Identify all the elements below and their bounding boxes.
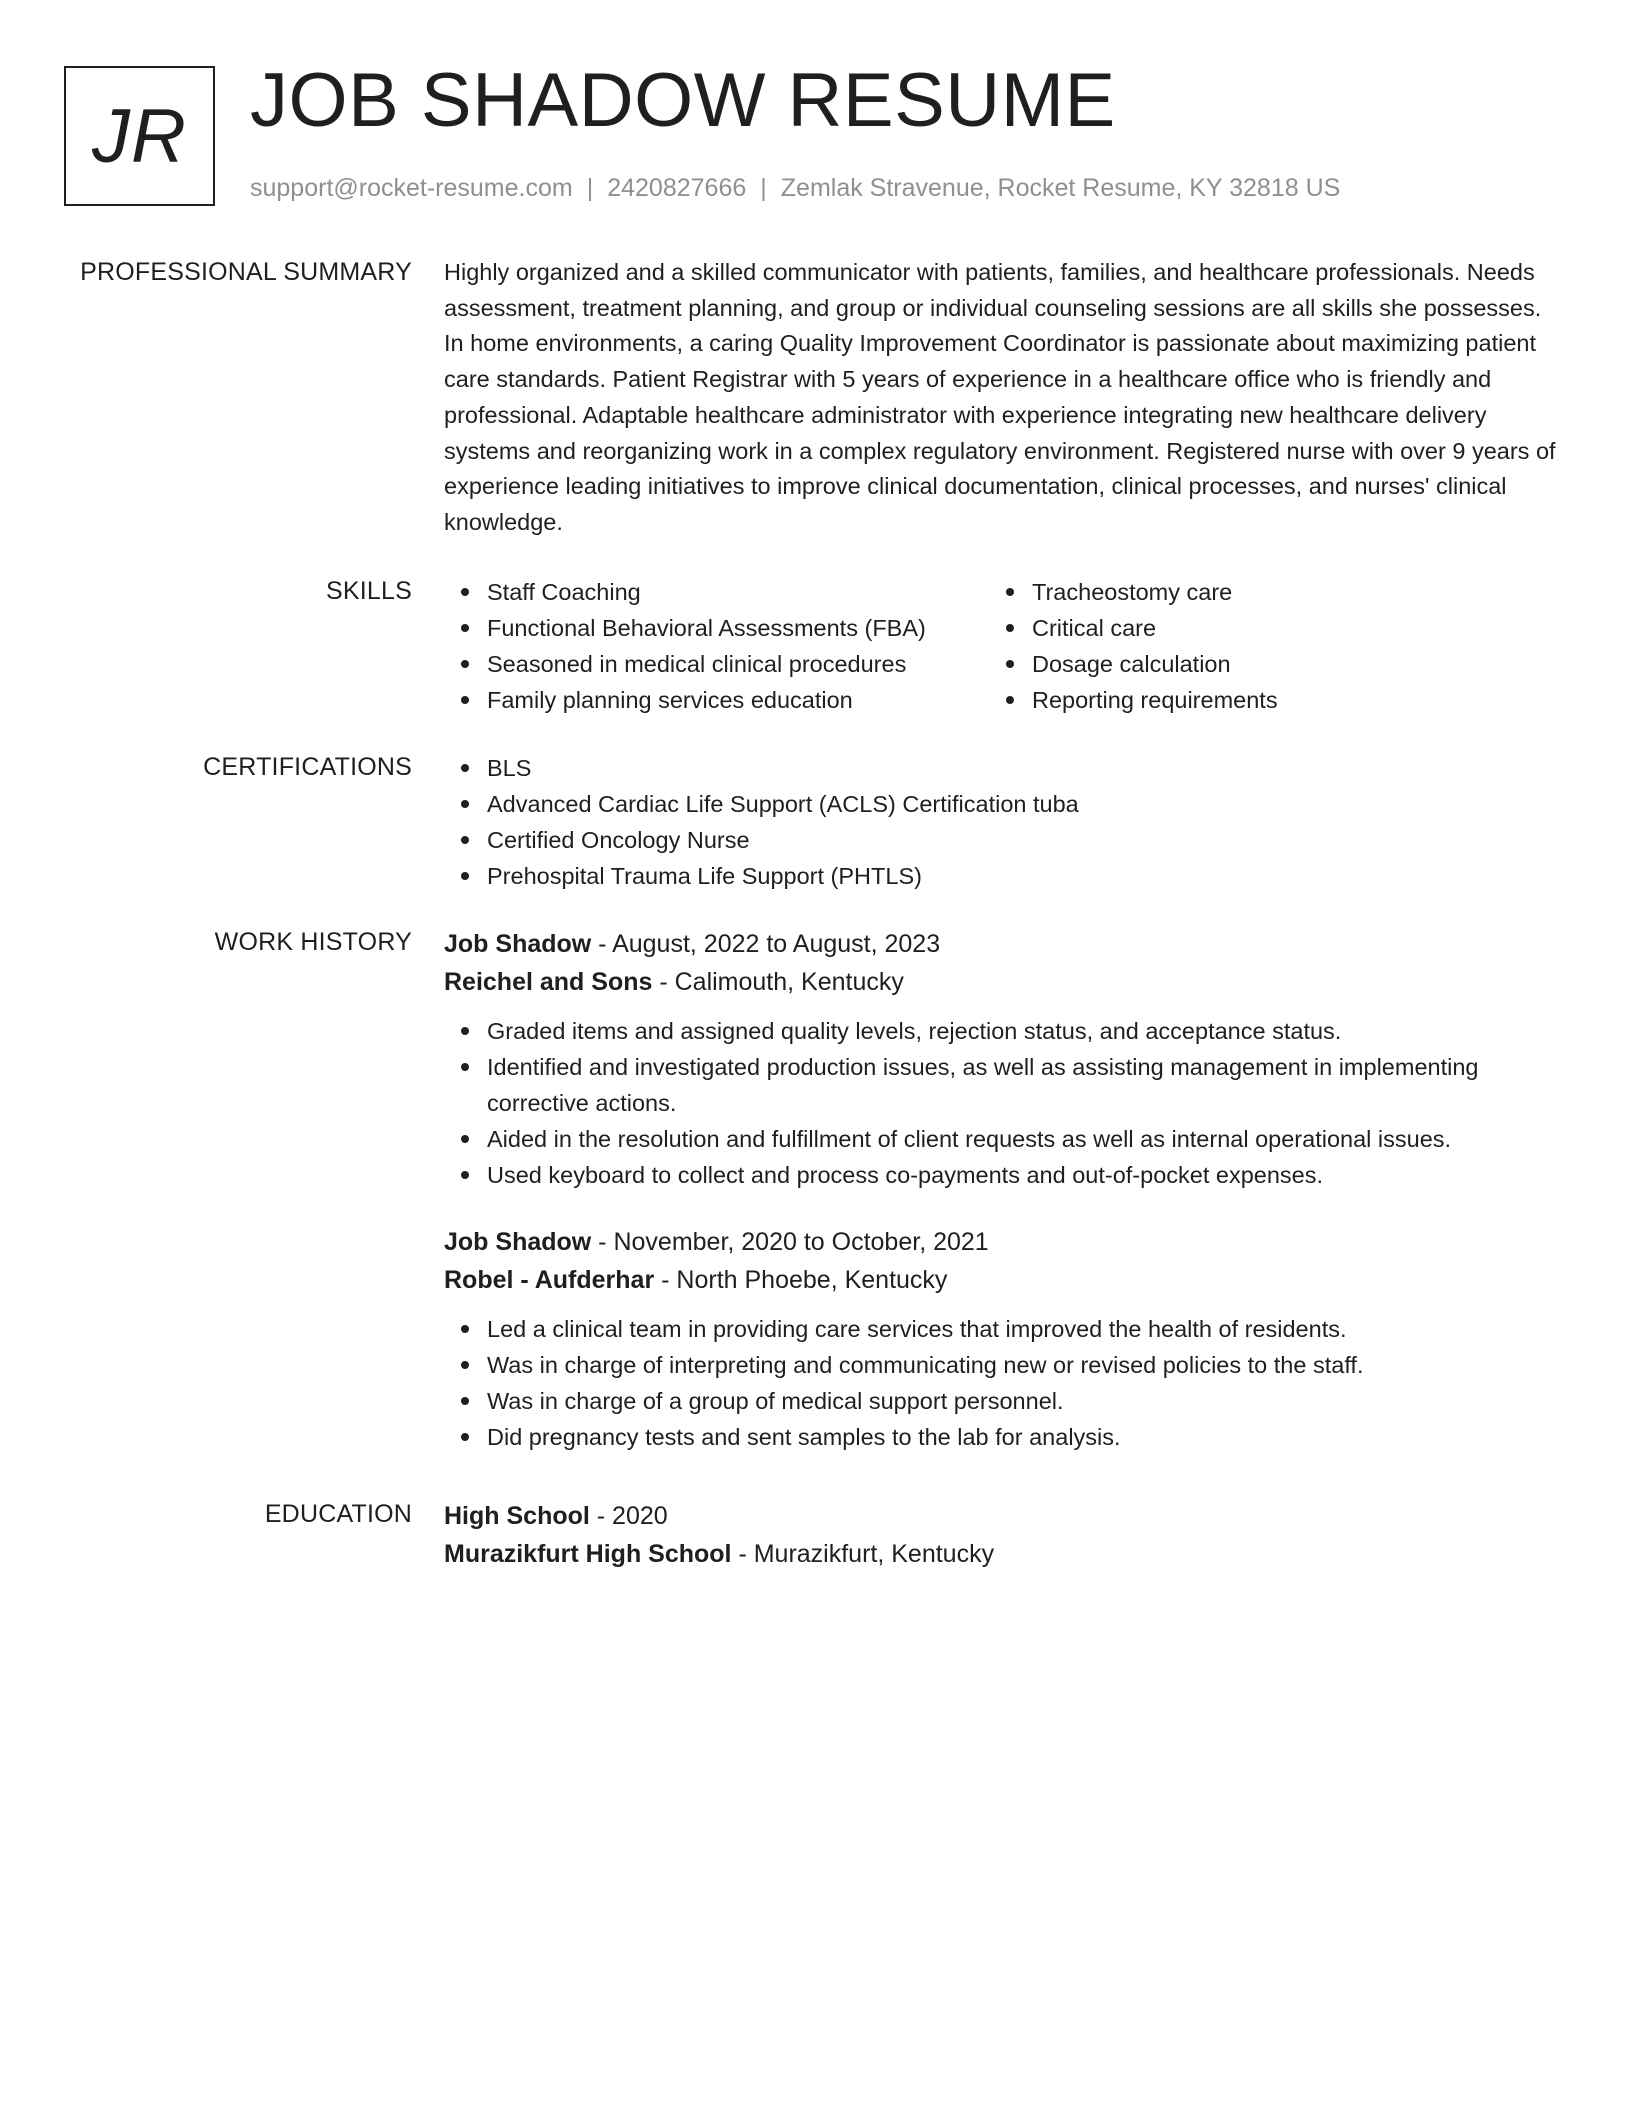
- section-heading-education: EDUCATION: [264, 1500, 412, 1528]
- skill-item: Staff Coaching: [487, 574, 989, 610]
- skill-item: Reporting requirements: [1032, 682, 1278, 718]
- job-duty: Was in charge of a group of medical support personnel.: [487, 1383, 1556, 1419]
- job-duty: Did pregnancy tests and sent samples to the lab for analysis.: [487, 1419, 1556, 1455]
- contact-email: support@rocket-resume.com: [250, 174, 573, 202]
- job-duties-list: [444, 1013, 1556, 1193]
- certification-item: Certified Oncology Nurse: [487, 822, 1556, 858]
- job-dates: - November, 2020 to October, 2021: [591, 1228, 989, 1256]
- certifications-body: [444, 750, 1556, 894]
- job-title-line: [444, 1223, 1556, 1261]
- job-location: - North Phoebe, Kentucky: [654, 1266, 948, 1294]
- contact-phone: 2420827666: [607, 174, 747, 202]
- education-degree-line: [444, 1497, 1556, 1535]
- education-school: Murazikfurt High School: [444, 1540, 732, 1568]
- job-duty: Led a clinical team in providing care services that improved the health of residents.: [487, 1311, 1556, 1347]
- contact-line: [250, 172, 1340, 204]
- education-location: - Murazikfurt, Kentucky: [731, 1540, 995, 1568]
- job-duty: Used keyboard to collect and process co-payments and out-of-pocket expenses.: [487, 1157, 1556, 1193]
- contact-separator: |: [586, 174, 594, 202]
- section-heading-certifications: CERTIFICATIONS: [203, 753, 412, 781]
- work-history-body: [444, 925, 1556, 1455]
- certifications-list: [444, 750, 1556, 894]
- job-title: Job Shadow: [444, 1228, 592, 1256]
- education-body: [444, 1497, 1556, 1585]
- job-entry: [444, 925, 1556, 1193]
- job-title: Job Shadow: [444, 930, 592, 958]
- job-duties-list: [444, 1311, 1556, 1455]
- certification-item: BLS: [487, 750, 1556, 786]
- job-duty: Aided in the resolution and fulfillment of client requests as well as internal operational issues.: [487, 1121, 1556, 1157]
- skills-list-left: [444, 574, 989, 718]
- certification-item: Prehospital Trauma Life Support (PHTLS): [487, 858, 1556, 894]
- contact-address: Zemlak Stravenue, Rocket Resume, KY 32818 US: [780, 174, 1341, 202]
- job-duty: Graded items and assigned quality levels, rejection status, and acceptance status.: [487, 1013, 1556, 1049]
- job-company: Robel - Aufderhar: [444, 1266, 655, 1294]
- skill-item: Critical care: [1032, 610, 1278, 646]
- job-location: - Calimouth, Kentucky: [652, 968, 904, 996]
- job-duty: Was in charge of interpreting and communicating new or revised policies to the staff.: [487, 1347, 1556, 1383]
- skill-item: Family planning services education: [487, 682, 989, 718]
- job-company-line: [444, 1261, 1556, 1299]
- certification-item: Advanced Cardiac Life Support (ACLS) Certification tuba: [487, 786, 1556, 822]
- resume-title: JOB SHADOW RESUME: [250, 58, 1116, 143]
- summary-text: Highly organized and a skilled communicator with patients, families, and healthcare professionals. Needs assessment, treatment planning, and group or individual counseling sessions are all skills she possesses. In home environments, a caring Quality Improvement Coordinator is passionate about maximizing patient care standards. Patient Registrar with 5 years of experience in a healthcare office who is friendly and professional. Adaptable healthcare administrator with experience integrating new healthcare delivery systems and reorganizing work in a complex regulatory environment. Registered nurse with over 9 years of experience leading initiatives to improve clinical documentation, clinical processes, and nurses' clinical knowledge.: [444, 259, 1556, 535]
- contact-separator: |: [760, 174, 767, 202]
- education-degree: High School: [444, 1502, 590, 1530]
- job-entry: [444, 1223, 1556, 1455]
- job-company: Reichel and Sons: [444, 968, 653, 996]
- section-heading-summary: PROFESSIONAL SUMMARY: [80, 258, 412, 286]
- job-dates: - August, 2022 to August, 2023: [591, 930, 941, 958]
- skill-item: Functional Behavioral Assessments (FBA): [487, 610, 989, 646]
- job-duty: Identified and investigated production issues, as well as assisting management in implementing corrective actions.: [487, 1049, 1556, 1121]
- skills-body: [444, 574, 1556, 718]
- skill-item: Tracheostomy care: [1032, 574, 1278, 610]
- section-heading-work-history: WORK HISTORY: [214, 928, 412, 956]
- skill-item: Dosage calculation: [1032, 646, 1278, 682]
- job-company-line: [444, 963, 1556, 1001]
- education-year: - 2020: [589, 1502, 668, 1530]
- job-title-line: [444, 925, 1556, 963]
- skills-list-right: [989, 574, 1278, 718]
- skill-item: Seasoned in medical clinical procedures: [487, 646, 989, 682]
- monogram-badge: JR: [64, 66, 215, 206]
- summary-body: [444, 255, 1556, 541]
- education-school-line: [444, 1535, 1556, 1573]
- section-heading-skills: SKILLS: [326, 577, 412, 605]
